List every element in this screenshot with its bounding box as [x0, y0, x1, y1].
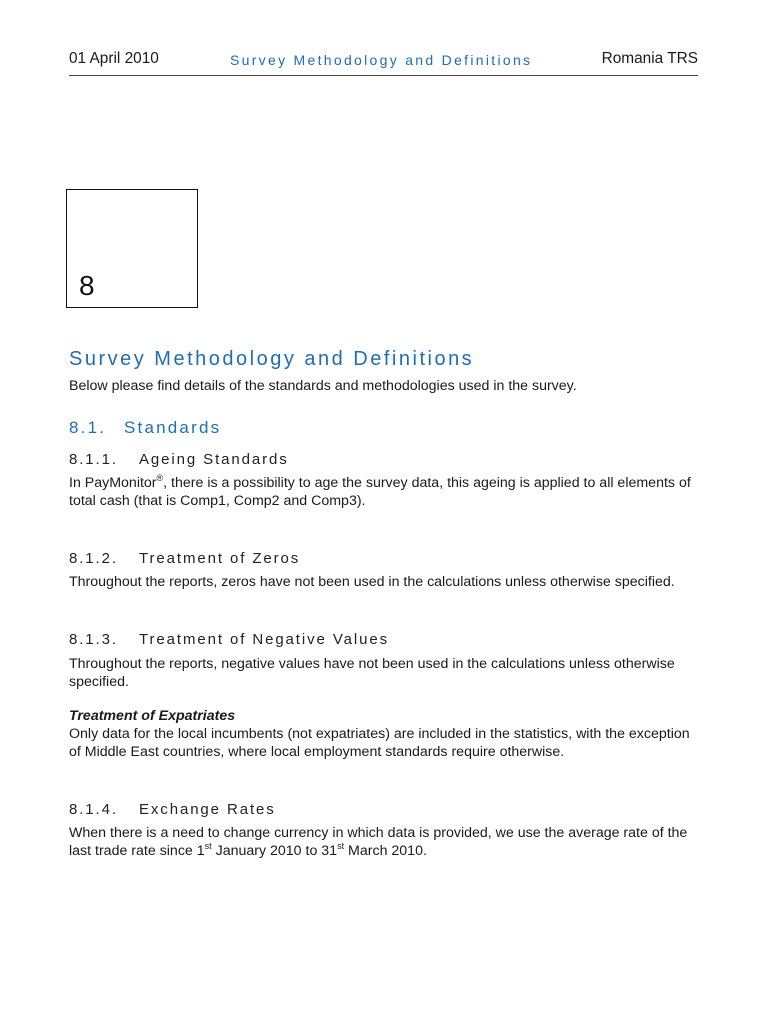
paragraph-line: [69, 725, 690, 743]
subsection-heading: [69, 800, 276, 820]
expatriates-heading: Treatment of Expatriates: [69, 708, 236, 724]
negative-values-paragraph: [69, 655, 675, 691]
subsection-number: 8.1.2.: [69, 550, 118, 567]
ageing-paragraph: [69, 474, 691, 510]
subsection-number: 8.1.3.: [69, 631, 118, 648]
paragraph-line: [69, 492, 691, 510]
text-segment: March 2010.: [344, 843, 427, 859]
header-rule: [69, 75, 698, 76]
chapter-title: Survey Methodology and Definitions: [69, 348, 475, 370]
subsection-title: Ageing Standards: [139, 451, 289, 468]
chapter-intro: [69, 377, 577, 395]
paragraph-line: Below please find details of the standards and methodologies used in the survey.: [69, 378, 577, 394]
zeros-paragraph: [69, 573, 675, 591]
header-title: Survey Methodology and Definitions: [230, 52, 533, 68]
text-segment: When there is a need to change currency in which data is provided, we use the average rate of the: [69, 825, 688, 841]
text-segment: Throughout the reports, negative values have not been used in the calculations unless otherwise: [69, 656, 675, 672]
paragraph-line: [69, 842, 687, 860]
subsection-title: Treatment of Zeros: [139, 550, 301, 567]
text-segment: of Middle East countries, where local employment standards require otherwise.: [69, 744, 565, 760]
paragraph-line: [69, 474, 691, 492]
header-date: 01 April 2010: [69, 50, 159, 67]
subsection-heading: [69, 549, 300, 569]
chapter-number: 8: [79, 270, 95, 301]
paragraph-line: [69, 673, 675, 691]
text-segment: Throughout the reports, zeros have not been used in the calculations unless otherwise specified.: [69, 574, 675, 590]
text-segment: In PayMonitor: [69, 475, 157, 491]
paragraph-line: [69, 573, 675, 591]
subsection-title: Exchange Rates: [139, 801, 276, 818]
paragraph-line: [69, 824, 687, 842]
section-number: 8.1.: [69, 418, 107, 437]
subsection-heading: [69, 630, 389, 650]
ordinal-suffix: st: [337, 841, 345, 851]
text-segment: January 2010 to 31: [211, 843, 338, 859]
paragraph-line: [69, 655, 675, 673]
text-segment: last trade rate since 1: [69, 843, 205, 859]
subsection-title: Treatment of Negative Values: [139, 631, 389, 648]
section-heading: [69, 417, 221, 439]
exchange-rates-paragraph: [69, 824, 687, 860]
header-report-name: Romania TRS: [601, 50, 698, 67]
section-title: Standards: [124, 418, 222, 437]
subsection-number: 8.1.4.: [69, 801, 118, 818]
registered-mark: ®: [156, 473, 164, 483]
subsection-number: 8.1.1.: [69, 451, 118, 468]
subsection-heading: [69, 450, 289, 470]
text-segment: Only data for the local incumbents (not expatriates) are included in the statistics, with the exception: [69, 726, 690, 742]
expatriates-paragraph: [69, 725, 690, 761]
text-segment: total cash (that is Comp1, Comp2 and Comp3).: [69, 493, 366, 509]
text-segment: specified.: [69, 674, 129, 690]
ordinal-suffix: st: [204, 841, 212, 851]
text-segment: , there is a possibility to age the survey data, this ageing is applied to all elements of: [163, 475, 691, 491]
paragraph-line: [69, 743, 690, 761]
